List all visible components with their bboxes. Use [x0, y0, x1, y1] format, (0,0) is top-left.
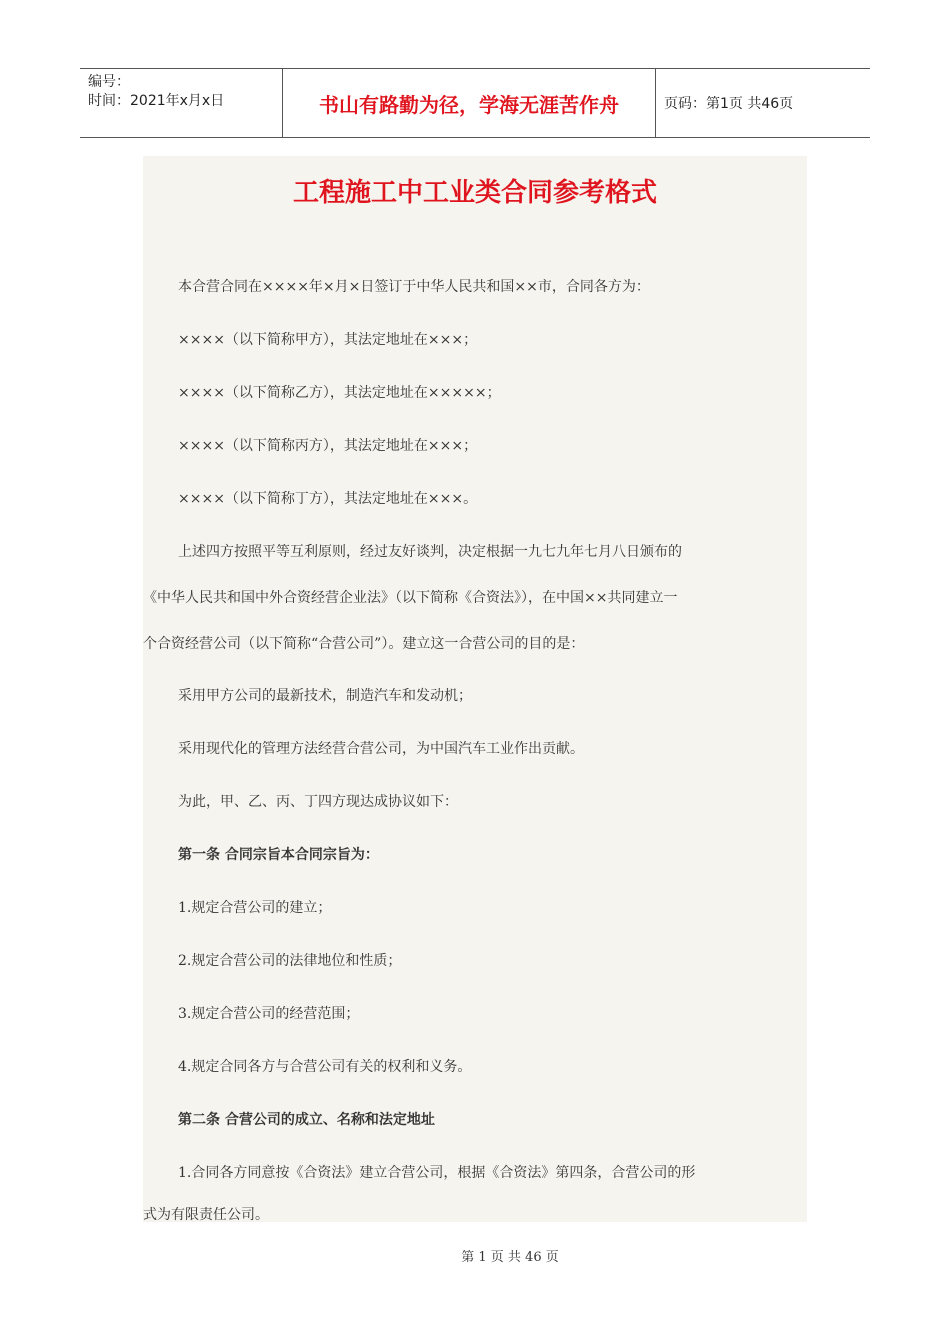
page-header	[80, 68, 870, 138]
paragraph: 采用甲方公司的最新技术，制造汽车和发动机；	[178, 688, 472, 704]
number-label: 编号：	[88, 74, 130, 90]
paragraph-line: 1.合同各方同意按《合资法》建立合营公司，根据《合资法》第四条，合营公司的形	[178, 1165, 696, 1181]
list-item: 3.规定合营公司的经营范围；	[178, 1006, 360, 1022]
document-title: 工程施工中工业类合同参考格式	[292, 178, 657, 208]
header-left-cell	[88, 73, 224, 111]
paragraph-line: 式为有限责任公司。	[143, 1207, 269, 1223]
time-label: 时间：2021年x月x日	[88, 93, 225, 109]
paragraph: ××××（以下简称甲方），其法定地址在×××；	[178, 332, 478, 348]
document-body	[143, 156, 807, 1222]
paragraph: ××××（以下简称丙方），其法定地址在×××；	[178, 438, 478, 454]
list-item: 1.规定合营公司的建立；	[178, 900, 332, 916]
article-heading: 第二条 合营公司的成立、名称和法定地址	[178, 1112, 435, 1128]
paragraph: 为此，甲、乙、丙、丁四方现达成协议如下：	[178, 794, 458, 810]
list-item: 2.规定合营公司的法律地位和性质；	[178, 953, 402, 969]
paragraph: ××××（以下简称丁方），其法定地址在×××。	[178, 491, 478, 507]
paragraph: 本合营合同在××××年×月×日签订于中华人民共和国××市，合同各方为：	[178, 279, 650, 295]
paragraph-line: 个合资经营公司（以下简称“合营公司”）。建立这一合营公司的目的是：	[143, 636, 585, 652]
paragraph: ××××（以下简称乙方），其法定地址在×××××；	[178, 385, 501, 401]
article-heading: 第一条 合同宗旨本合同宗旨为：	[178, 847, 379, 863]
page-footer: 第 1 页 共 46 页	[461, 1250, 559, 1265]
paragraph-line: 《中华人民共和国中外合资经营企业法》（以下简称《合资法》），在中国××共同建立一	[143, 590, 678, 606]
paragraph: 采用现代化的管理方法经营合营公司，为中国汽车工业作出贡献。	[178, 741, 584, 757]
header-page-info: 页码：第1页 共46页	[664, 96, 794, 112]
paragraph-line: 上述四方按照平等互利原则，经过友好谈判，决定根据一九七九年七月八日颁布的	[178, 544, 682, 560]
list-item: 4.规定合同各方与合营公司有关的权利和义务。	[178, 1059, 472, 1075]
header-motto: 书山有路勤为径，学海无涯苦作舟	[282, 69, 656, 137]
